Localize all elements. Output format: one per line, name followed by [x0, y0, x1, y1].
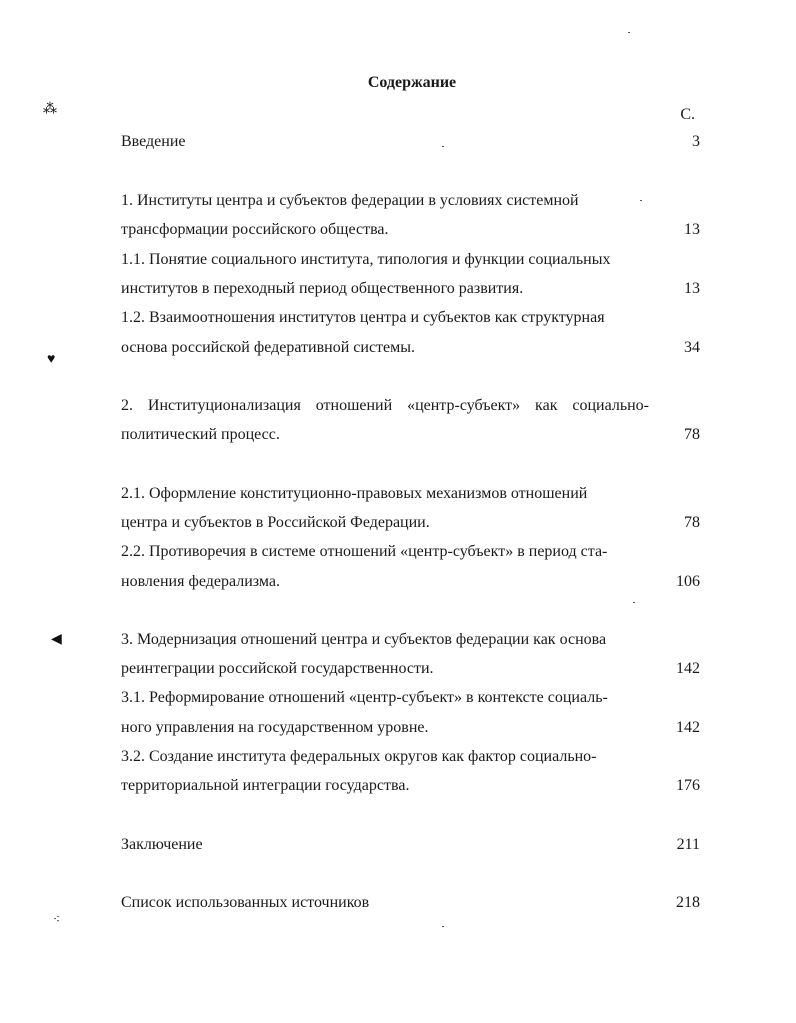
toc-ch1-title-line2: трансформации российского общества. — [121, 221, 389, 238]
toc-ch2-s2-line2: новления федерализма. — [121, 573, 280, 590]
toc-sources-page: 218 — [676, 894, 700, 911]
toc-ch3-title-line1: 3. Модернизация отношений центра и субъектов федерации как основа — [121, 631, 607, 648]
toc-intro-title: Введение — [121, 133, 186, 150]
toc-ch2-s1-line1: 2.1. Оформление конституционно-правовых механизмов отношений — [121, 485, 588, 502]
scan-mark-icon: ♥ — [47, 352, 56, 367]
page-title: Содержание — [367, 74, 457, 91]
scan-speck — [633, 602, 635, 603]
toc-ch3-s1-page: 142 — [676, 719, 700, 736]
toc-ch3-page: 142 — [676, 660, 700, 677]
toc-ch2-title-line2: политический процесс. — [121, 426, 280, 443]
toc-ch3-s2-line2: территориальной интеграции государства. — [121, 777, 410, 794]
toc-ch3-s2-page: 176 — [676, 777, 700, 794]
toc-ch1-s1-line2: институтов в переходный период общественного развития. — [121, 280, 524, 297]
toc-ch1-s2-line1: 1.2. Взаимоотношения институтов центра и субъектов как структурная — [121, 309, 605, 326]
toc-ch1-title-line1: 1. Институты центра и субъектов федерации в условиях системной — [121, 192, 579, 209]
toc-ch2-s2-line1: 2.2. Противоречия в системе отношений «центр-субъект» в период ста- — [121, 543, 608, 560]
toc-ch1-s1-line1: 1.1. Понятие социального института, типология и функции социальных — [121, 251, 611, 268]
toc-ch2-s1-page: 78 — [684, 514, 700, 531]
page-column-header: С. — [680, 106, 695, 123]
toc-intro-page: 3 — [692, 133, 700, 150]
toc-ch1-s2-line2: основа российской федеративной системы. — [121, 339, 416, 356]
scan-speck — [442, 926, 444, 927]
scan-mark-icon: ⁂ — [43, 102, 57, 117]
toc-ch1-page: 13 — [684, 221, 700, 238]
toc-ch3-s1-line2: ного управления на государственном уровне. — [121, 719, 429, 736]
scan-mark-icon: ⁖ — [53, 912, 61, 926]
scan-speck — [442, 146, 444, 147]
toc-ch1-s2-page: 34 — [684, 339, 700, 356]
toc-ch2-page: 78 — [684, 426, 700, 443]
toc-ch3-s2-line1: 3.2. Создание института федеральных округов как фактор социально- — [121, 748, 597, 765]
scan-speck — [628, 32, 630, 33]
toc-conclusion-page: 211 — [676, 836, 700, 853]
toc-conclusion-title: Заключение — [121, 836, 203, 853]
scan-mark-icon: ◀ — [51, 632, 62, 647]
toc-ch1-s1-page: 13 — [684, 280, 700, 297]
toc-sources-title: Список использованных источников — [121, 894, 370, 911]
toc-ch3-s1-line1: 3.1. Реформирование отношений «центр-субъект» в контексте социаль- — [121, 689, 608, 706]
toc-ch2-title-line1: 2. Институционализация отношений «центр-субъект» как социально- — [121, 397, 649, 414]
scan-speck — [640, 200, 642, 201]
toc-ch3-title-line2: реинтеграции российской государственности. — [121, 660, 434, 677]
toc-ch2-s1-line2: центра и субъектов в Российской Федерации. — [121, 514, 430, 531]
toc-ch2-s2-page: 106 — [676, 573, 700, 590]
